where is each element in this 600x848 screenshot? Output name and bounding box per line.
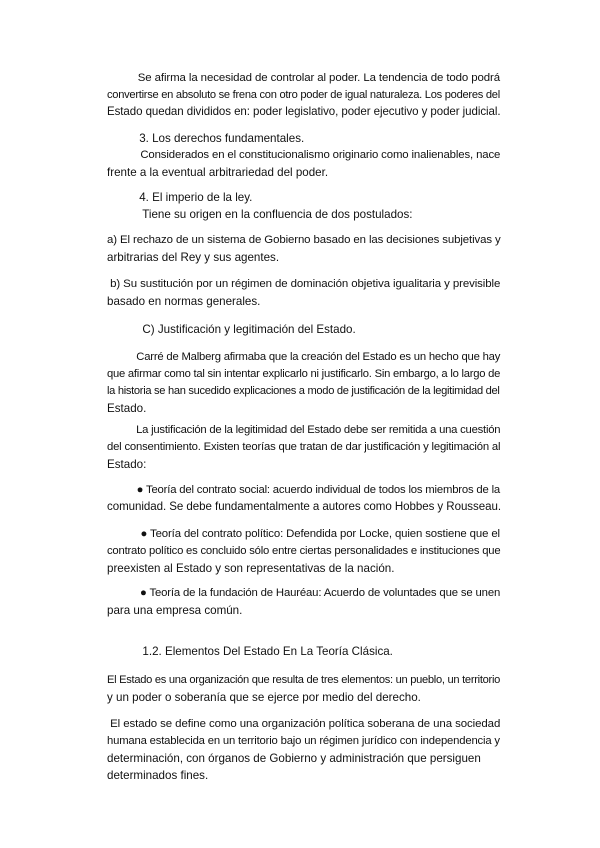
paragraph-fundamental-rights	[107, 130, 501, 181]
paragraph-postulate-a	[107, 232, 501, 266]
bullet-haureau-foundation	[107, 585, 501, 619]
text-line: contrato político es concluido sólo entre ciertas personalidades e instituciones que	[107, 545, 501, 557]
bullet-text-line: ● Teoría del contrato social: acuerdo individual de todos los miembros de la	[107, 484, 501, 496]
text-line: El estado se define como una organización política soberana de una sociedad	[107, 718, 501, 730]
bullet-political-contract	[107, 526, 501, 577]
text-line: b) Su sustitución por un régimen de dominación objetiva igualitaria y previsible	[107, 278, 501, 290]
text-line: frente a la eventual arbitrariedad del poder.	[107, 166, 329, 179]
section-heading-justification	[107, 321, 501, 338]
text-line: determinados fines.	[107, 769, 209, 782]
text-line: comunidad. Se debe fundamentalmente a autores como Hobbes y Rousseau.	[107, 501, 501, 513]
text-line: Considerados en el constitucionalismo originario como inalienables, nace	[107, 149, 501, 161]
text-line: preexisten al Estado y son representativas de la nación.	[107, 562, 395, 575]
section-heading: 3. Los derechos fundamentales.	[107, 132, 305, 145]
text-line: La justificación de la legitimidad del Estado debe ser remitida a una cuestión	[107, 424, 501, 436]
text-line: arbitrarias del Rey y sus agentes.	[107, 251, 280, 264]
paragraph-state-elements	[107, 672, 501, 706]
text-line: a) El rechazo de un sistema de Gobierno basado en las decisiones subjetivas y	[107, 234, 501, 246]
section-heading: C) Justificación y legitimación del Estado.	[107, 323, 356, 336]
text-line: Estado:	[107, 458, 147, 471]
text-line: Estado quedan divididos en: poder legislativo, poder ejecutivo y poder judicial.	[107, 106, 501, 118]
text-line: y un poder o soberanía que se ejerce por medio del derecho.	[107, 691, 421, 704]
section-heading-elements	[107, 643, 501, 660]
bullet-social-contract	[107, 482, 501, 516]
text-line: humana establecida en un territorio bajo un régimen jurídico con independencia y	[107, 735, 500, 747]
text-line: la historia se han sucedido explicaciones a modo de justificación de la legitimidad del	[107, 385, 500, 397]
text-line: determinación, con órganos de Gobierno y administración que persiguen	[107, 752, 481, 765]
paragraph-postulate-b	[107, 276, 501, 310]
bullet-text-line: ● Teoría del contrato político: Defendida por Locke, quien sostiene que el	[107, 528, 500, 540]
text-line: convertirse en absoluto se frena con otro poder de igual naturaleza. Los poderes del	[107, 89, 500, 101]
text-line: basado en normas generales.	[107, 295, 261, 308]
text-line: para una empresa común.	[107, 604, 243, 617]
paragraph-consent	[107, 422, 501, 473]
paragraph-state-definition	[107, 716, 501, 784]
text-line: Carré de Malberg afirmaba que la creación del Estado es un hecho que hay	[107, 351, 501, 363]
paragraph-separation-of-powers	[107, 70, 501, 121]
paragraph-carre-de-malberg	[107, 349, 501, 417]
text-line: del consentimiento. Existen teorías que tratan de dar justificación y legitimación al	[107, 441, 501, 453]
text-line: El Estado es una organización que resulta de tres elementos: un pueblo, un territorio	[107, 674, 501, 686]
bullet-text-line: ● Teoría de la fundación de Hauréau: Acuerdo de voluntades que se unen	[107, 587, 501, 599]
text-line: Estado.	[107, 402, 147, 415]
section-heading: 1.2. Elementos Del Estado En La Teoría Clásica.	[107, 645, 393, 658]
text-line: que afirmar como tal sin intentar explicarlo ni justificarlo. Sin embargo, a lo largo de	[107, 368, 501, 380]
text-line: Se afirma la necesidad de controlar al poder. La tendencia de todo podrá	[107, 72, 501, 84]
section-heading: 4. El imperio de la ley.	[107, 191, 253, 204]
paragraph-rule-of-law	[107, 189, 501, 223]
text-line: Tiene su origen en la confluencia de dos postulados:	[107, 208, 413, 221]
